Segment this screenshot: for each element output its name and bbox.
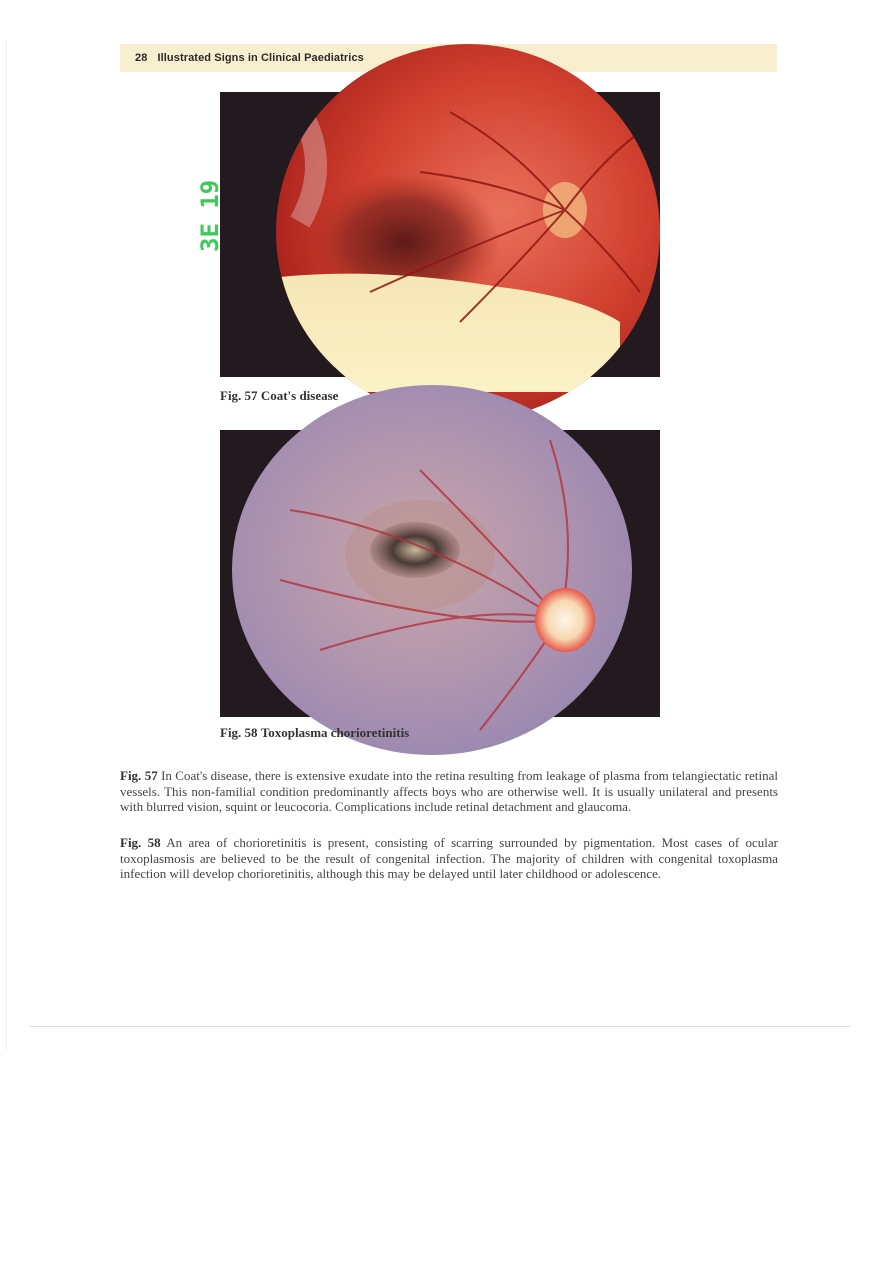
fig58-ref: Fig. 58 [120,835,161,850]
fig58-text: An area of chorioretinitis is present, consisting of scarring surrounded by pigmentation. Most cases of ocular toxoplasmosis are believed to be the result of congenital infection. The majority of children with congenital toxoplasma infection will develop chorioretinitis, although this may be delayed until later childhood or adolescence. [120,835,778,882]
page-number: 28 [135,52,148,64]
fig57-caption [220,388,338,404]
fig58-description [120,835,778,882]
fig58-caption [220,725,409,741]
fig57-label: Fig. 57 [220,388,258,403]
scan-edge [6,40,7,1050]
fig57-fundus-image [196,92,660,377]
fig57-overlay-text: 3E 19 [196,179,224,252]
fig57-title: Coat's disease [260,388,339,403]
book-title: Illustrated Signs in Clinical Paediatrics [157,52,364,64]
fig57-description [120,768,778,815]
fig58-title: Toxoplasma chorioretinitis [260,725,410,740]
fig57-ref: Fig. 57 [120,768,158,783]
fig57-text: In Coat's disease, there is extensive exudate into the retina resulting from leakage of plasma from telangiectatic retinal vessels. This non-familial condition predominantly affects boys who are otherwise well. It is usually unilateral and presents with blurred vision, squint or leucocoria. Complications include retinal detachment and glaucoma. [120,768,779,815]
fig58-fundus-image [220,430,660,717]
bottom-rule [30,1026,850,1027]
fig57-fundus-photo [196,92,660,377]
fig58-label: Fig. 58 [220,725,258,740]
fig58-fundus-photo [220,430,660,717]
